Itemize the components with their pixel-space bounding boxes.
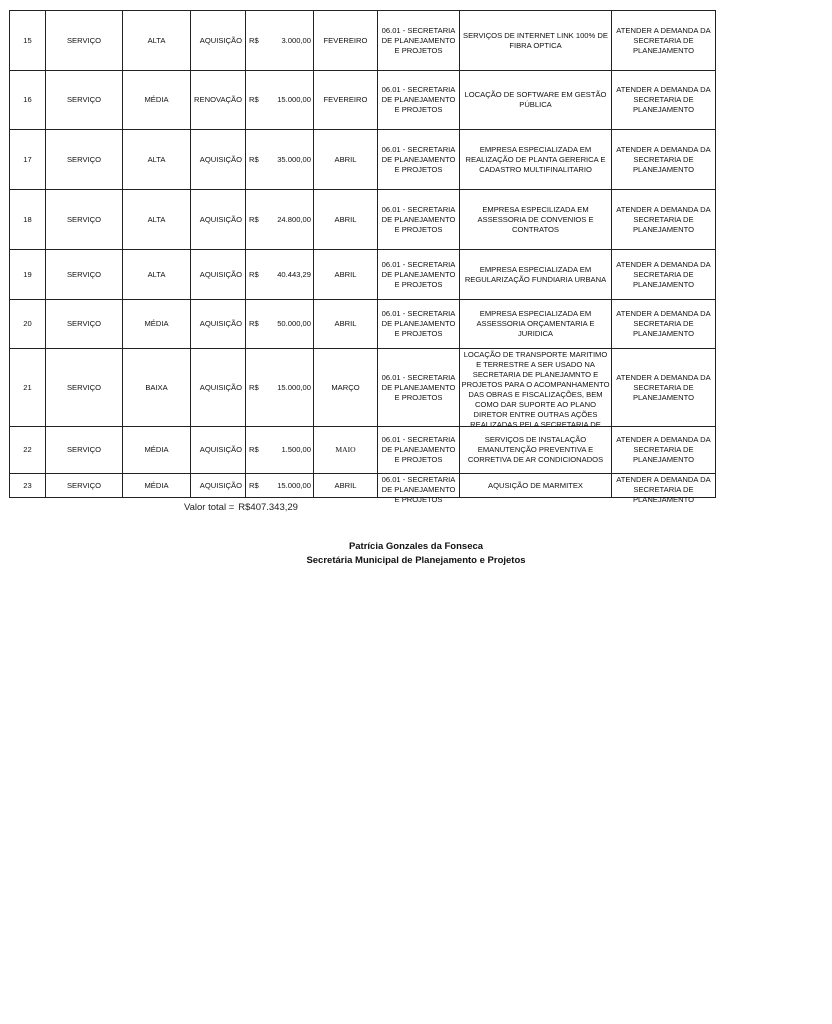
row-number: 17 <box>10 130 46 190</box>
priority: ALTA <box>123 130 191 190</box>
total-label: Valor total = <box>184 502 235 513</box>
acquisition-mode: AQUISIÇÃO <box>191 130 246 190</box>
priority: ALTA <box>123 250 191 300</box>
priority: BAIXA <box>123 349 191 427</box>
month: ABRIL <box>314 474 378 498</box>
justification: ATENDER A DEMANDA DA SECRETARIA DE PLANEJAMENTO <box>612 11 716 71</box>
justification: ATENDER A DEMANDA DA SECRETARIA DE PLANEJAMENTO <box>612 130 716 190</box>
signature-role: Secretária Municipal de Planejamento e Projetos <box>306 555 526 566</box>
table-row <box>10 474 716 498</box>
acquisition-mode: AQUISIÇÃO <box>191 300 246 349</box>
priority: MÉDIA <box>123 474 191 498</box>
month: MARÇO <box>314 349 378 427</box>
row-number: 22 <box>10 427 46 474</box>
budget-unit: 06.01 - SECRETARIA DE PLANEJAMENTO E PROJETOS <box>378 474 460 498</box>
item-description: SERVIÇOS DE INTERNET LINK 100% DE FIBRA OPTICA <box>460 11 612 71</box>
acquisition-mode: AQUISIÇÃO <box>191 349 246 427</box>
item-type: SERVIÇO <box>46 300 123 349</box>
total-value <box>184 502 298 513</box>
estimated-value: 40.443,29 <box>263 250 314 300</box>
priority: ALTA <box>123 11 191 71</box>
estimated-value: 35.000,00 <box>263 130 314 190</box>
justification: ATENDER A DEMANDA DA SECRETARIA DE PLANEJAMENTO <box>612 474 716 498</box>
acquisition-mode: AQUISIÇÃO <box>191 427 246 474</box>
row-number: 16 <box>10 71 46 130</box>
currency-symbol: R$ <box>246 71 263 130</box>
currency-symbol: R$ <box>246 130 263 190</box>
justification: ATENDER A DEMANDA DA SECRETARIA DE PLANEJAMENTO <box>612 71 716 130</box>
estimated-value: 24.800,00 <box>263 190 314 250</box>
budget-unit: 06.01 - SECRETARIA DE PLANEJAMENTO E PROJETOS <box>378 71 460 130</box>
table-row <box>10 11 716 71</box>
month: FEVEREIRO <box>314 71 378 130</box>
budget-unit: 06.01 - SECRETARIA DE PLANEJAMENTO E PROJETOS <box>378 300 460 349</box>
priority: ALTA <box>123 190 191 250</box>
row-number: 15 <box>10 11 46 71</box>
estimated-value: 15.000,00 <box>263 71 314 130</box>
estimated-value: 15.000,00 <box>263 474 314 498</box>
estimated-value: 50.000,00 <box>263 300 314 349</box>
item-description: EMPRESA ESPECIALIZADA EM REGULARIZAÇÃO FUNDIARIA URBANA <box>460 250 612 300</box>
item-type: SERVIÇO <box>46 349 123 427</box>
priority: MÉDIA <box>123 300 191 349</box>
item-type: SERVIÇO <box>46 474 123 498</box>
justification: ATENDER A DEMANDA DA SECRETARIA DE PLANEJAMENTO <box>612 427 716 474</box>
acquisition-mode: AQUISIÇÃO <box>191 11 246 71</box>
estimated-value: 1.500,00 <box>263 427 314 474</box>
item-type: SERVIÇO <box>46 11 123 71</box>
currency-symbol: R$ <box>246 250 263 300</box>
justification: ATENDER A DEMANDA DA SECRETARIA DE PLANEJAMENTO <box>612 190 716 250</box>
item-description: LOCAÇÃO DE SOFTWARE EM GESTÃO PÚBLICA <box>460 71 612 130</box>
priority: MÉDIA <box>123 71 191 130</box>
justification: ATENDER A DEMANDA DA SECRETARIA DE PLANEJAMENTO <box>612 250 716 300</box>
row-number: 20 <box>10 300 46 349</box>
month: ABRIL <box>314 250 378 300</box>
item-type: SERVIÇO <box>46 130 123 190</box>
budget-unit: 06.01 - SECRETARIA DE PLANEJAMENTO E PROJETOS <box>378 427 460 474</box>
item-description: AQUSIÇÃO DE MARMITEX <box>460 474 612 498</box>
budget-unit: 06.01 - SECRETARIA DE PLANEJAMENTO E PROJETOS <box>378 130 460 190</box>
item-description: EMPRESA ESPECIALIZADA EM ASSESSORIA ORÇAMENTARIA E JURIDICA <box>460 300 612 349</box>
budget-unit: 06.01 - SECRETARIA DE PLANEJAMENTO E PROJETOS <box>378 250 460 300</box>
justification: ATENDER A DEMANDA DA SECRETARIA DE PLANEJAMENTO <box>612 349 716 427</box>
month: ABRIL <box>314 130 378 190</box>
table-row <box>10 349 716 427</box>
row-number: 18 <box>10 190 46 250</box>
currency-symbol: R$ <box>246 474 263 498</box>
acquisition-mode: RENOVAÇÃO <box>191 71 246 130</box>
item-type: SERVIÇO <box>46 250 123 300</box>
item-description: EMPRESA ESPECIALIZADA EM REALIZAÇÃO DE PLANTA GERERICA E CADASTRO MULTIFINALITARIO <box>460 130 612 190</box>
signature-name: Patrícia Gonzales da Fonseca <box>348 541 484 552</box>
item-type: SERVIÇO <box>46 427 123 474</box>
budget-unit: 06.01 - SECRETARIA DE PLANEJAMENTO E PROJETOS <box>378 349 460 427</box>
table-row <box>10 300 716 349</box>
table-row <box>10 71 716 130</box>
month: ABRIL <box>314 190 378 250</box>
month: FEVEREIRO <box>314 11 378 71</box>
row-number: 19 <box>10 250 46 300</box>
table-row <box>10 427 716 474</box>
budget-unit: 06.01 - SECRETARIA DE PLANEJAMENTO E PROJETOS <box>378 11 460 71</box>
acquisition-mode: AQUISIÇÃO <box>191 474 246 498</box>
acquisition-mode: AQUISIÇÃO <box>191 190 246 250</box>
table-row <box>10 130 716 190</box>
row-number: 23 <box>10 474 46 498</box>
currency-symbol: R$ <box>246 349 263 427</box>
procurement-table <box>9 10 716 504</box>
item-type: SERVIÇO <box>46 190 123 250</box>
month: ABRIL <box>314 300 378 349</box>
currency-symbol: R$ <box>246 300 263 349</box>
priority: MÉDIA <box>123 427 191 474</box>
table-row <box>10 190 716 250</box>
currency-symbol: R$ <box>246 427 263 474</box>
item-description: LOCAÇÃO DE TRANSPORTE MARITIMO E TERRESTRE A SER USADO NA SECRETARIA DE PLANEJAMNTO E PROJETOS PARA O ACOMPANHAMENTO DAS OBRAS E FISCALIZAÇÕES, BEM COMO DAR SUPORTE AO PLANO DIRETOR ENTRE OUTRAS AÇÕES REALIZADAS PELA SECRETARIA DE <box>460 349 612 427</box>
budget-unit: 06.01 - SECRETARIA DE PLANEJAMENTO E PROJETOS <box>378 190 460 250</box>
month: MAIO <box>314 427 378 474</box>
total-amount: R$407.343,29 <box>238 502 298 513</box>
estimated-value: 15.000,00 <box>263 349 314 427</box>
currency-symbol: R$ <box>246 11 263 71</box>
item-description: SERVIÇOS DE INSTALAÇÃO EMANUTENÇÃO PREVENTIVA E CORRETIVA DE AR CONDICIONADOS <box>460 427 612 474</box>
estimated-value: 3.000,00 <box>263 11 314 71</box>
justification: ATENDER A DEMANDA DA SECRETARIA DE PLANEJAMENTO <box>612 300 716 349</box>
item-type: SERVIÇO <box>46 71 123 130</box>
row-number: 21 <box>10 349 46 427</box>
table-row <box>10 250 716 300</box>
item-description: EMPRESA ESPECILIZADA EM ASSESSORIA DE CONVENIOS E CONTRATOS <box>460 190 612 250</box>
currency-symbol: R$ <box>246 190 263 250</box>
acquisition-mode: AQUISIÇÃO <box>191 250 246 300</box>
